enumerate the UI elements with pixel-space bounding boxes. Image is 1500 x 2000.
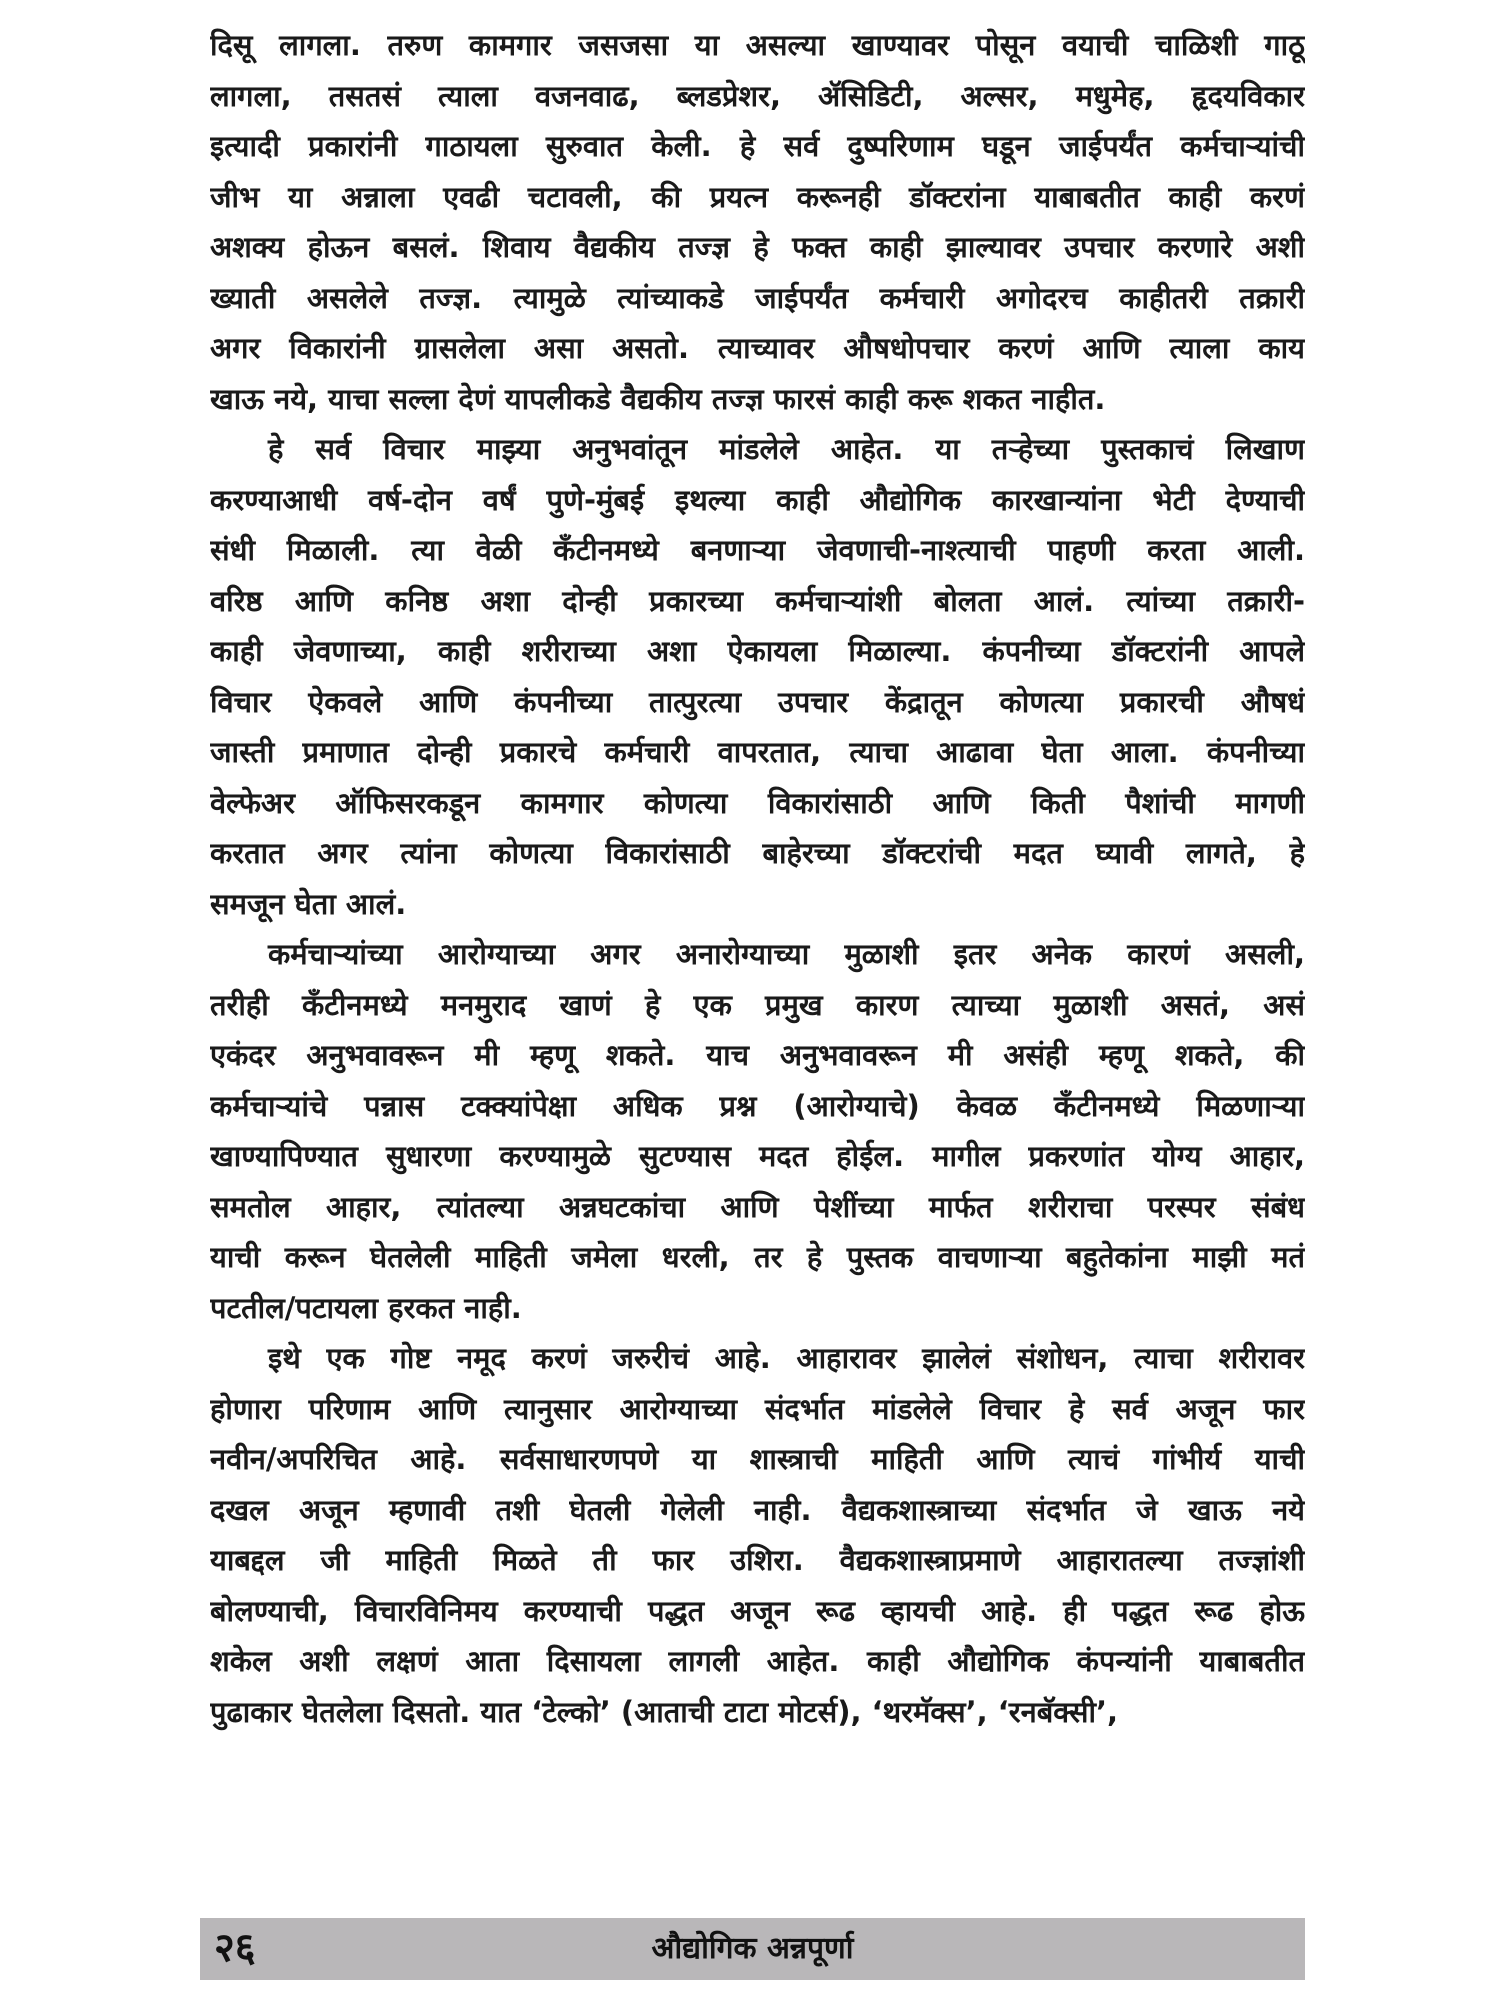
text-line: हे सर्व विचार माझ्या अनुभवांतून मांडलेले आहेत. या तऱ्हेच्या पुस्तकाचं लिखाण [268, 432, 1305, 466]
text-line: इत्यादी प्रकारांनी गाठायला सुरुवात केली. हे सर्व दुष्परिणाम घडून जाईपर्यंत कर्मचाऱ्यांची [210, 129, 1305, 163]
text-line: वेल्फेअर ऑफिसरकडून कामगार कोणत्या विकारांसाठी आणि किती पैशांची मागणी [210, 785, 1305, 820]
paragraph [210, 1333, 1305, 1737]
text-line: होणारा परिणाम आणि त्यानुसार आरोग्याच्या संदर्भात मांडलेले विचार हे सर्व अजून फार [210, 1391, 1305, 1426]
paragraph [210, 424, 1305, 929]
text-line: पटतील/पटायला हरकत नाही. [210, 1290, 522, 1325]
text-line: करतात अगर त्यांना कोणत्या विकारांसाठी बाहेरच्या डॉक्टरांची मदत घ्यावी लागते, हे [210, 836, 1305, 870]
text-line: एकंदर अनुभवावरून मी म्हणू शकते. याच अनुभवावरून मी असंही म्हणू शकते, की [210, 1038, 1305, 1072]
text-line: संधी मिळाली. त्या वेळी कँटीनमध्ये बनणाऱ्या जेवणाची-नाश्त्याची पाहणी करता आली. [210, 533, 1305, 567]
book-page [210, 20, 1305, 1980]
text-line: जास्ती प्रमाणात दोन्ही प्रकारचे कर्मचारी वापरतात, त्याचा आढावा घेता आला. कंपनीच्या [210, 735, 1305, 769]
text-line: इथे एक गोष्ट नमूद करणं जरुरीचं आहे. आहारावर झालेलं संशोधन, त्याचा शरीरावर [268, 1341, 1305, 1375]
text-line: अशक्य होऊन बसलं. शिवाय वैद्यकीय तज्ज्ञ हे फक्त काही झाल्यावर उपचार करणारे अशी [210, 230, 1305, 264]
text-line: खाण्यापिण्यात सुधारणा करण्यामुळे सुटण्यास मदत होईल. मागील प्रकरणांत योग्य आहार, [210, 1139, 1305, 1173]
text-line: दखल अजून म्हणावी तशी घेतली गेलेली नाही. वैद्यकशास्त्राच्या संदर्भात जे खाऊ नये [210, 1492, 1305, 1527]
page-number: २६ [214, 1925, 256, 1971]
text-line: दिसू लागला. तरुण कामगार जसजसा या असल्या खाण्यावर पोसून वयाची चाळिशी गाठू [210, 28, 1305, 62]
text-line: तरीही कँटीनमध्ये मनमुराद खाणं हे एक प्रमुख कारण त्याच्या मुळाशी असतं, असं [210, 987, 1305, 1022]
text-line: याची करून घेतलेली माहिती जमेला धरली, तर हे पुस्तक वाचणाऱ्या बहुतेकांना माझी मतं [210, 1240, 1305, 1274]
text-line: करण्याआधी वर्ष-दोन वर्षं पुणे-मुंबई इथल्या काही औद्योगिक कारखान्यांना भेटी देण्याची [210, 482, 1305, 517]
text-line: याबद्दल जी माहिती मिळते ती फार उशिरा. वैद्यकशास्त्राप्रमाणे आहारातल्या तज्ज्ञांशी [210, 1543, 1305, 1577]
running-title: औद्योगिक अन्नपूर्णा [651, 1931, 854, 1966]
body-text [210, 20, 1305, 1737]
text-line: नवीन/अपरिचित आहे. सर्वसाधारणपणे या शास्त्राची माहिती आणि त्याचं गांभीर्य याची [210, 1442, 1305, 1476]
text-line: अगर विकारांनी ग्रासलेला असा असतो. त्याच्यावर औषधोपचार करणं आणि त्याला काय [210, 331, 1305, 365]
text-line: काही जेवणाच्या, काही शरीराच्या अशा ऐकायला मिळाल्या. कंपनीच्या डॉक्टरांनी आपले [210, 634, 1305, 668]
text-line: खाऊ नये, याचा सल्ला देणं यापलीकडे वैद्यकीय तज्ज्ञ फारसं काही करू शकत नाहीत. [210, 381, 1106, 416]
text-line: लागला, तसतसं त्याला वजनवाढ, ब्लडप्रेशर, ॲसिडिटी, अल्सर, मधुमेह, हृदयविकार [210, 78, 1305, 113]
page-footer [200, 1918, 1305, 1980]
text-line: शकेल अशी लक्षणं आता दिसायला लागली आहेत. काही औद्योगिक कंपन्यांनी याबाबतीत [210, 1644, 1305, 1678]
text-line: विचार ऐकवले आणि कंपनीच्या तात्पुरत्या उपचार केंद्रातून कोणत्या प्रकारची औषधं [210, 684, 1305, 719]
text-line: जीभ या अन्नाला एवढी चटावली, की प्रयत्न करूनही डॉक्टरांना याबाबतीत काही करणं [210, 179, 1305, 214]
text-line: बोलण्याची, विचारविनिमय करण्याची पद्धत अजून रूढ व्हायची आहे. ही पद्धत रूढ होऊ [210, 1593, 1305, 1628]
text-line: पुढाकार घेतलेला दिसतो. यात ‘टेल्को’ (आताची टाटा मोटर्स), ‘थरमॅक्स’, ‘रनबॅक्सी’, [210, 1694, 1119, 1729]
paragraph [210, 929, 1305, 1333]
text-line: समतोल आहार, त्यांतल्या अन्नघटकांचा आणि पेशींच्या मार्फत शरीराचा परस्पर संबंध [210, 1189, 1305, 1224]
text-line: समजून घेता आलं. [210, 886, 407, 921]
text-line: कर्मचाऱ्यांचे पन्नास टक्क्यांपेक्षा अधिक प्रश्न (आरोग्याचे) केवळ कँटीनमध्ये मिळणाऱ्या [210, 1088, 1305, 1123]
text-line: कर्मचाऱ्यांच्या आरोग्याच्या अगर अनारोग्याच्या मुळाशी इतर अनेक कारणं असली, [268, 937, 1305, 971]
paragraph [210, 20, 1305, 424]
text-line: ख्याती असलेले तज्ज्ञ. त्यामुळे त्यांच्याकडे जाईपर्यंत कर्मचारी अगोदरच काहीतरी तक्रारी [210, 280, 1305, 315]
text-line: वरिष्ठ आणि कनिष्ठ अशा दोन्ही प्रकारच्या कर्मचाऱ्यांशी बोलता आलं. त्यांच्या तक्रारी- [210, 583, 1305, 618]
